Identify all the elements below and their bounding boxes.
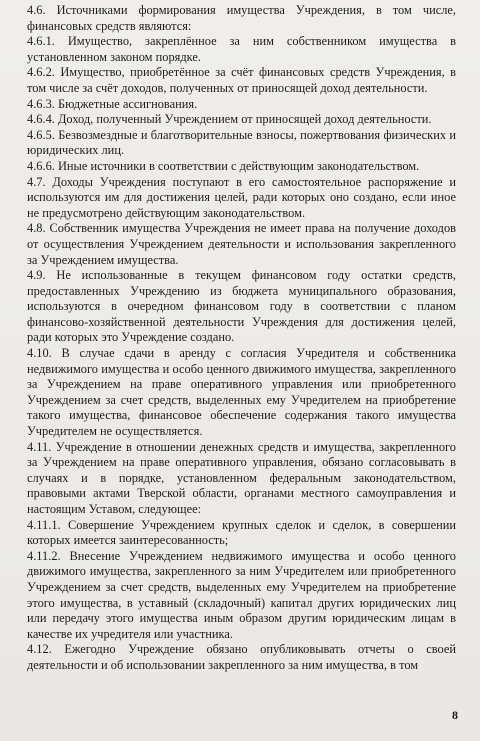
paragraph-4-8: 4.8. Собственник имущества Учреждения не имеет права на получение доходов от осуществления Учреждением деятельности и использования закрепленного за Учреждением имущества. <box>27 221 456 267</box>
paragraph-4-6-3: 4.6.3. Бюджетные ассигнования. <box>27 96 198 111</box>
paragraph-4-7: 4.7. Доходы Учреждения поступают в его самостоятельное распоряжение и используются им для достижения целей, ради которых оно создано, если иное не предусмотрено действующим законодательством. <box>27 174 456 220</box>
paragraph-4-12: 4.12. Ежегодно Учреждение обязано опубликовывать отчеты о своей деятельности и об использовании закрепленного за ним имущества, в том <box>27 642 456 672</box>
paragraph-4-6: 4.6. Источниками формирования имущества Учреждения, в том числе, финансовых средств являются: <box>27 3 456 33</box>
paragraph-4-11: 4.11. Учреждение в отношении денежных средств и имущества, закрепленного за Учреждением на праве оперативного управления, обязано согласовывать в случаях и в порядке, установленном федеральным законодательством, правовыми актами Тверской области, органами местного самоуправления и настоящим Уставом, следующее: <box>27 439 456 516</box>
paragraph-4-9: 4.9. Не использованные в текущем финансовом году остатки средств, предоставленных Учреждению из бюджета муниципального образования, используются в очередном финансовом году в соответствии с планом финансово-хозяйственной деятельности Учреждения для достижения целей, ради которых это Учреждение создано. <box>27 268 456 345</box>
paragraph-4-6-4: 4.6.4. Доход, полученный Учреждением от приносящей доход деятельности. <box>27 112 432 127</box>
paragraph-4-11-2: 4.11.2. Внесение Учреждением недвижимого имущества и особо ценного движимого имущества, закрепленного за ним Учредителем или приобретенного Учреждением за счет средств, выделенных ему Учредителем на приобретение этого имущества, в уставный (складочный) капитал других юридических лиц или передачу этого имущества иным образом другим юридическим лицам в качестве их учредителя или участника. <box>27 548 456 641</box>
paragraph-4-6-6: 4.6.6. Иные источники в соответствии с действующим законодательством. <box>27 158 420 173</box>
paragraph-4-11-1: 4.11.1. Совершение Учреждением крупных сделок и сделок, в совершении которых имеется заинтересованность; <box>27 517 456 548</box>
paragraph-4-6-2: 4.6.2. Имущество, приобретённое за счёт финансовых средств Учреждения, в том числе за счёт доходов, полученных от приносящей доход деятельности. <box>27 65 456 95</box>
paragraph-4-6-5: 4.6.5. Безвозмездные и благотворительные взносы, пожертвования физических и юридических лиц. <box>27 127 456 158</box>
document-body <box>27 3 456 674</box>
paragraph-4-6-1: 4.6.1. Имущество, закреплённое за ним собственником имущества в установленном законом порядке. <box>27 34 456 64</box>
page-number: 8 <box>452 708 458 722</box>
paragraph-4-10: 4.10. В случае сдачи в аренду с согласия Учредителя и собственника недвижимого имущества и особо ценного движимого имущества, закрепленного за Учреждением на праве оперативного управления или приобретенного Учреждением за счет средств, выделенных ему Учредителем на приобретение такого имущества, финансовое обеспечение содержания такого имущества Учредителем не осуществляется. <box>27 346 456 439</box>
